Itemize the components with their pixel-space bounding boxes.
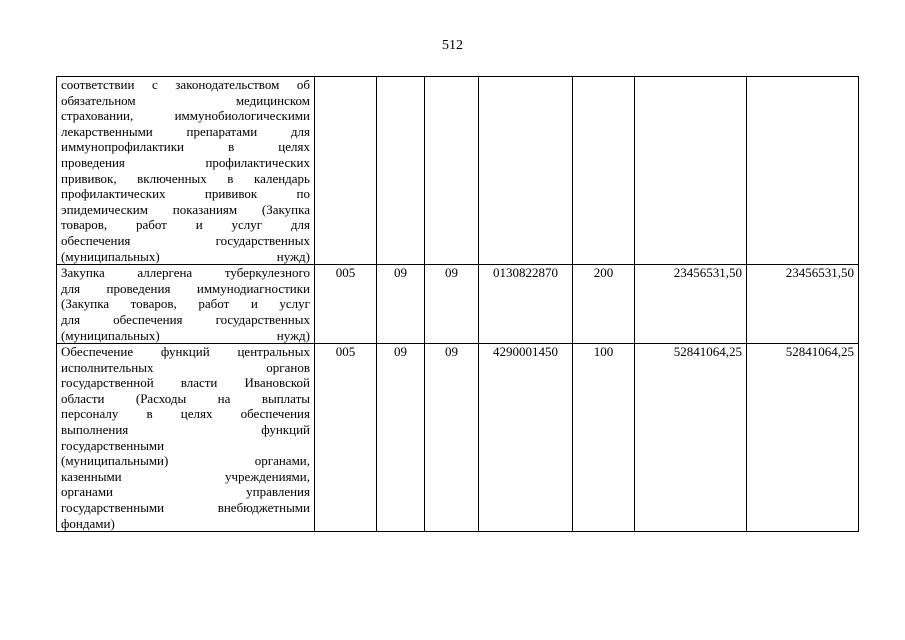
description-line: государственной власти Ивановской <box>61 375 310 391</box>
description-line: соответствии с законодательством об <box>61 77 310 92</box>
target-article-cell: 4290001450 <box>479 344 573 532</box>
table-row <box>57 344 859 532</box>
description-line: (муниципальных) нужд) <box>61 327 310 343</box>
row-description <box>57 344 315 532</box>
expense-type-cell: 200 <box>573 265 635 344</box>
description-line: (муниципальными) органами, <box>61 453 310 469</box>
description-line: (муниципальных) нужд) <box>61 248 310 264</box>
ministry-code-cell: 005 <box>315 344 377 532</box>
description-line: обеспечения государственных <box>61 232 310 248</box>
amount-cell: 52841064,25 <box>635 344 747 532</box>
page-number: 512 <box>442 38 463 53</box>
description-line: исполнительных органов <box>61 359 310 375</box>
amount-cell: 23456531,50 <box>747 265 859 344</box>
description-line: проведения профилактических <box>61 154 310 170</box>
budget-table <box>56 76 859 532</box>
ministry-code-cell <box>315 77 377 265</box>
description-line: эпидемическим показаниям (Закупка <box>61 201 310 217</box>
description-line: Обеспечение функций центральных <box>61 344 310 360</box>
expense-type-cell: 100 <box>573 344 635 532</box>
description-line: выполнения функций <box>61 422 310 438</box>
table-row <box>57 77 859 265</box>
row-description <box>57 265 315 344</box>
description-line: профилактических прививок по <box>61 186 310 202</box>
description-line: (Закупка товаров, работ и услуг <box>61 296 310 312</box>
section-code-cell: 09 <box>377 344 425 532</box>
description-line: товаров, работ и услуг для <box>61 217 310 233</box>
description-line: органами управления <box>61 484 310 500</box>
description-line: для проведения иммунодиагностики <box>61 280 310 296</box>
description-line: страховании, иммунобиологическими <box>61 108 310 124</box>
ministry-code-cell: 005 <box>315 265 377 344</box>
description-line: Закупка аллергена туберкулезного <box>61 265 310 281</box>
description-line: лекарственными препаратами для <box>61 123 310 139</box>
expense-type-cell <box>573 77 635 265</box>
description-line: казенными учреждениями, <box>61 468 310 484</box>
amount-cell <box>635 77 747 265</box>
amount-cell <box>747 77 859 265</box>
target-article-cell: 0130822870 <box>479 265 573 344</box>
description-line: персоналу в целях обеспечения <box>61 406 310 422</box>
row-description <box>57 77 315 265</box>
description-line: прививок, включенных в календарь <box>61 170 310 186</box>
amount-cell: 23456531,50 <box>635 265 747 344</box>
description-line: обязательном медицинском <box>61 92 310 108</box>
description-line: для обеспечения государственных <box>61 311 310 327</box>
target-article-cell <box>479 77 573 265</box>
table-row <box>57 265 859 344</box>
subsection-code-cell: 09 <box>425 265 479 344</box>
section-code-cell: 09 <box>377 265 425 344</box>
description-line: государственными внебюджетными <box>61 500 310 516</box>
amount-cell: 52841064,25 <box>747 344 859 532</box>
description-line: государственными <box>61 437 165 453</box>
table-body <box>57 77 859 532</box>
description-line: иммунопрофилактики в целях <box>61 139 310 155</box>
subsection-code-cell <box>425 77 479 265</box>
section-code-cell <box>377 77 425 265</box>
description-line: области (Расходы на выплаты <box>61 390 310 406</box>
description-line: фондами) <box>61 515 115 531</box>
subsection-code-cell: 09 <box>425 344 479 532</box>
